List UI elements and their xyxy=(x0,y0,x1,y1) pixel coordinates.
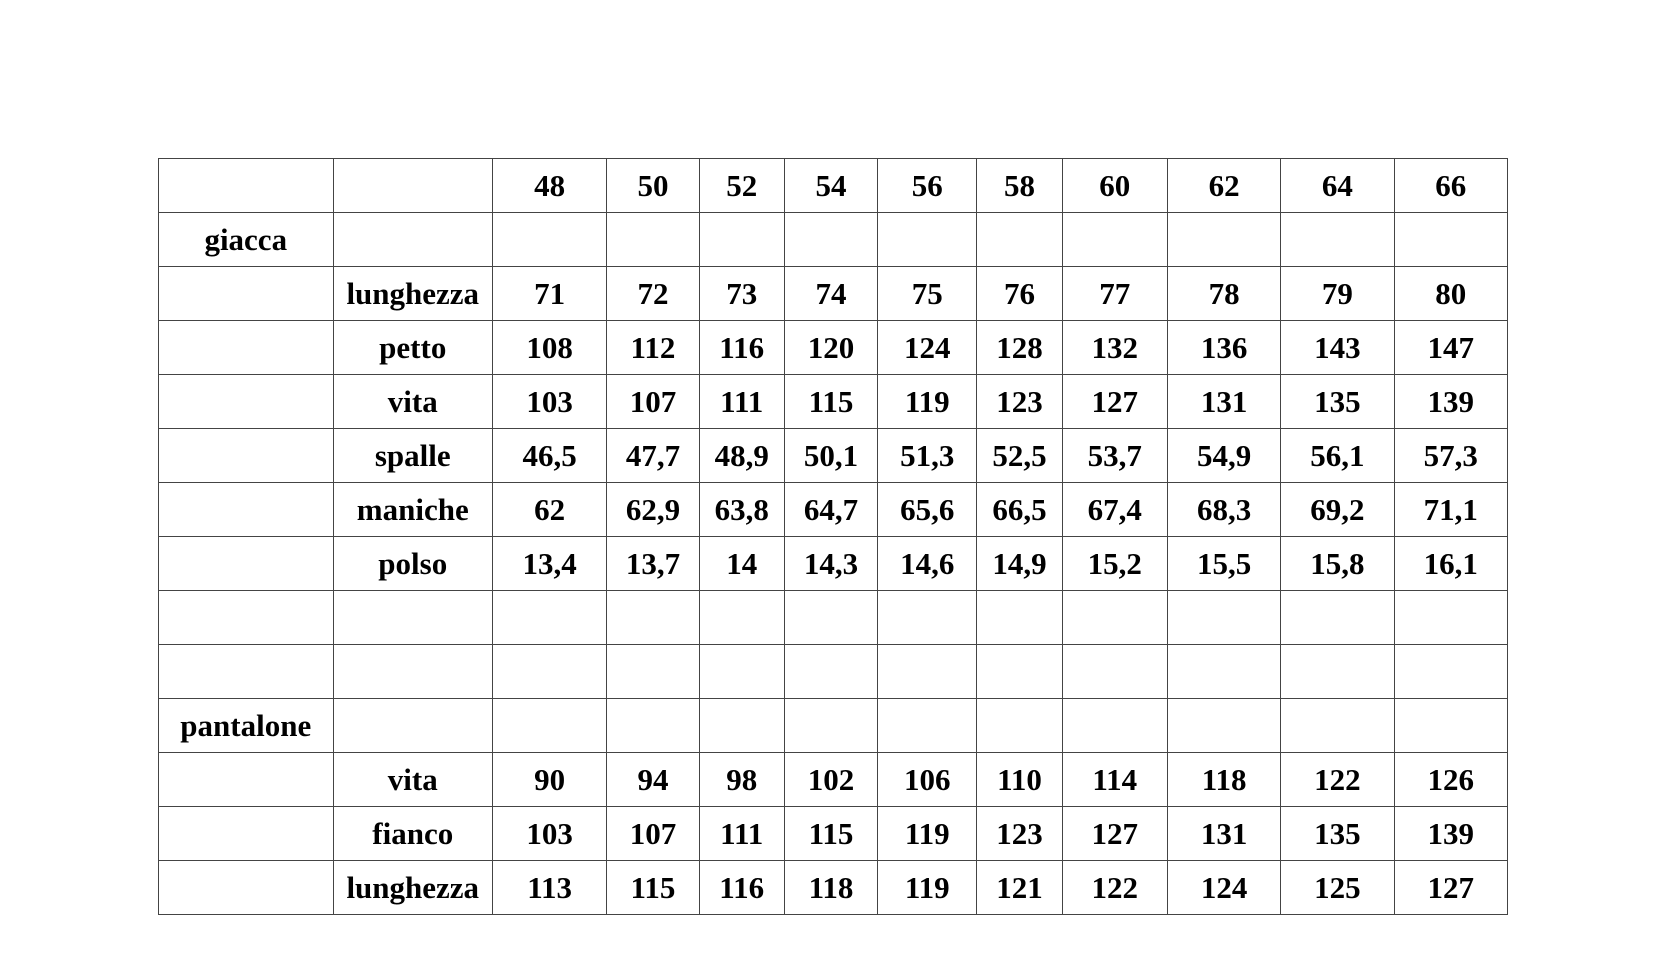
value-cell xyxy=(977,591,1062,645)
value-cell: 77 xyxy=(1062,267,1167,321)
value-cell xyxy=(607,591,699,645)
value-cell: 14,3 xyxy=(784,537,877,591)
value-cell: 120 xyxy=(784,321,877,375)
table-row xyxy=(159,213,1508,267)
value-cell xyxy=(699,591,784,645)
value-cell: 53,7 xyxy=(1062,429,1167,483)
value-cell: 79 xyxy=(1281,267,1394,321)
value-cell: 121 xyxy=(977,861,1062,915)
value-cell: 64,7 xyxy=(784,483,877,537)
value-cell: 56,1 xyxy=(1281,429,1394,483)
measurement-label-cell: maniche xyxy=(333,483,492,537)
value-cell: 57,3 xyxy=(1394,429,1507,483)
value-cell: 135 xyxy=(1281,375,1394,429)
value-cell: 131 xyxy=(1167,375,1280,429)
value-cell: 125 xyxy=(1281,861,1394,915)
value-cell: 52,5 xyxy=(977,429,1062,483)
size-header-cell: 48 xyxy=(492,159,606,213)
section-label-cell xyxy=(159,537,334,591)
value-cell xyxy=(977,645,1062,699)
value-cell: 90 xyxy=(492,753,606,807)
value-cell xyxy=(607,699,699,753)
table-row xyxy=(159,267,1508,321)
value-cell xyxy=(878,699,977,753)
measurement-label-cell: spalle xyxy=(333,429,492,483)
value-cell xyxy=(784,699,877,753)
value-cell: 122 xyxy=(1062,861,1167,915)
size-header-cell: 58 xyxy=(977,159,1062,213)
measurement-label-cell: polso xyxy=(333,537,492,591)
section-label-cell xyxy=(159,267,334,321)
table-row xyxy=(159,537,1508,591)
value-cell: 147 xyxy=(1394,321,1507,375)
value-cell: 113 xyxy=(492,861,606,915)
value-cell: 65,6 xyxy=(878,483,977,537)
value-cell: 139 xyxy=(1394,807,1507,861)
section-label-cell xyxy=(159,645,334,699)
value-cell: 132 xyxy=(1062,321,1167,375)
measurement-label-cell xyxy=(333,213,492,267)
value-cell: 76 xyxy=(977,267,1062,321)
value-cell: 119 xyxy=(878,807,977,861)
section-label-cell xyxy=(159,375,334,429)
measurement-label-cell: vita xyxy=(333,375,492,429)
value-cell: 106 xyxy=(878,753,977,807)
value-cell xyxy=(784,591,877,645)
value-cell: 51,3 xyxy=(878,429,977,483)
value-cell: 68,3 xyxy=(1167,483,1280,537)
value-cell: 98 xyxy=(699,753,784,807)
measurement-label-cell xyxy=(333,591,492,645)
value-cell xyxy=(1394,591,1507,645)
value-cell: 118 xyxy=(784,861,877,915)
value-cell xyxy=(878,645,977,699)
value-cell: 14,9 xyxy=(977,537,1062,591)
section-label-cell xyxy=(159,429,334,483)
value-cell xyxy=(1167,213,1280,267)
size-header-cell: 60 xyxy=(1062,159,1167,213)
value-cell: 63,8 xyxy=(699,483,784,537)
value-cell xyxy=(1281,699,1394,753)
value-cell xyxy=(1281,591,1394,645)
value-cell: 128 xyxy=(977,321,1062,375)
value-cell xyxy=(784,645,877,699)
value-cell: 66,5 xyxy=(977,483,1062,537)
size-header-cell: 64 xyxy=(1281,159,1394,213)
value-cell xyxy=(492,213,606,267)
value-cell: 115 xyxy=(784,807,877,861)
value-cell xyxy=(1062,699,1167,753)
value-cell: 124 xyxy=(878,321,977,375)
measurement-label-cell xyxy=(333,645,492,699)
value-cell: 72 xyxy=(607,267,699,321)
value-cell xyxy=(1062,213,1167,267)
value-cell: 127 xyxy=(1062,375,1167,429)
value-cell xyxy=(699,645,784,699)
size-header-cell: 62 xyxy=(1167,159,1280,213)
table-row xyxy=(159,321,1508,375)
table-row xyxy=(159,483,1508,537)
value-cell xyxy=(1062,591,1167,645)
value-cell xyxy=(699,213,784,267)
value-cell: 71 xyxy=(492,267,606,321)
value-cell: 111 xyxy=(699,375,784,429)
value-cell: 80 xyxy=(1394,267,1507,321)
value-cell: 78 xyxy=(1167,267,1280,321)
value-cell: 74 xyxy=(784,267,877,321)
size-header-row xyxy=(159,159,1508,213)
value-cell: 94 xyxy=(607,753,699,807)
table-row xyxy=(159,375,1508,429)
value-cell xyxy=(607,645,699,699)
value-cell: 127 xyxy=(1062,807,1167,861)
value-cell: 110 xyxy=(977,753,1062,807)
value-cell: 15,5 xyxy=(1167,537,1280,591)
value-cell xyxy=(1394,213,1507,267)
value-cell: 15,8 xyxy=(1281,537,1394,591)
section-label-cell xyxy=(159,591,334,645)
value-cell: 111 xyxy=(699,807,784,861)
value-cell: 14 xyxy=(699,537,784,591)
measurement-label-cell: vita xyxy=(333,753,492,807)
value-cell: 102 xyxy=(784,753,877,807)
value-cell: 135 xyxy=(1281,807,1394,861)
value-cell xyxy=(1394,645,1507,699)
measurement-label-cell: fianco xyxy=(333,807,492,861)
size-header-cell: 54 xyxy=(784,159,877,213)
value-cell: 15,2 xyxy=(1062,537,1167,591)
value-cell xyxy=(878,213,977,267)
value-cell: 67,4 xyxy=(1062,483,1167,537)
value-cell xyxy=(1394,699,1507,753)
value-cell: 127 xyxy=(1394,861,1507,915)
value-cell xyxy=(1167,591,1280,645)
value-cell xyxy=(492,591,606,645)
size-header-cell: 50 xyxy=(607,159,699,213)
value-cell: 69,2 xyxy=(1281,483,1394,537)
value-cell: 13,4 xyxy=(492,537,606,591)
measurement-label-cell: lunghezza xyxy=(333,861,492,915)
measurement-label-cell: lunghezza xyxy=(333,267,492,321)
value-cell xyxy=(977,699,1062,753)
value-cell xyxy=(492,645,606,699)
section-label-cell: giacca xyxy=(159,213,334,267)
table-row xyxy=(159,645,1508,699)
section-label-cell xyxy=(159,483,334,537)
value-cell xyxy=(1167,699,1280,753)
value-cell: 13,7 xyxy=(607,537,699,591)
measurement-label-cell xyxy=(333,699,492,753)
value-cell: 115 xyxy=(607,861,699,915)
value-cell: 50,1 xyxy=(784,429,877,483)
value-cell: 71,1 xyxy=(1394,483,1507,537)
value-cell: 62,9 xyxy=(607,483,699,537)
value-cell: 116 xyxy=(699,321,784,375)
value-cell xyxy=(1062,645,1167,699)
value-cell xyxy=(1167,645,1280,699)
table-row xyxy=(159,807,1508,861)
value-cell: 107 xyxy=(607,807,699,861)
value-cell: 123 xyxy=(977,807,1062,861)
header-empty-cell xyxy=(333,159,492,213)
value-cell: 122 xyxy=(1281,753,1394,807)
table-body xyxy=(159,159,1508,915)
value-cell xyxy=(1281,213,1394,267)
value-cell: 119 xyxy=(878,375,977,429)
value-cell: 14,6 xyxy=(878,537,977,591)
value-cell: 123 xyxy=(977,375,1062,429)
value-cell: 47,7 xyxy=(607,429,699,483)
value-cell: 139 xyxy=(1394,375,1507,429)
value-cell: 119 xyxy=(878,861,977,915)
value-cell: 48,9 xyxy=(699,429,784,483)
value-cell: 108 xyxy=(492,321,606,375)
value-cell xyxy=(977,213,1062,267)
table-row xyxy=(159,699,1508,753)
value-cell: 62 xyxy=(492,483,606,537)
value-cell: 75 xyxy=(878,267,977,321)
value-cell xyxy=(607,213,699,267)
value-cell: 103 xyxy=(492,807,606,861)
table-row xyxy=(159,861,1508,915)
section-label-cell xyxy=(159,753,334,807)
section-label-cell xyxy=(159,861,334,915)
value-cell: 54,9 xyxy=(1167,429,1280,483)
value-cell: 131 xyxy=(1167,807,1280,861)
section-label-cell xyxy=(159,321,334,375)
section-label-cell xyxy=(159,807,334,861)
value-cell xyxy=(784,213,877,267)
table-row xyxy=(159,591,1508,645)
value-cell: 136 xyxy=(1167,321,1280,375)
size-header-cell: 66 xyxy=(1394,159,1507,213)
section-label-cell: pantalone xyxy=(159,699,334,753)
value-cell: 46,5 xyxy=(492,429,606,483)
value-cell: 124 xyxy=(1167,861,1280,915)
value-cell: 118 xyxy=(1167,753,1280,807)
value-cell xyxy=(878,591,977,645)
measurement-label-cell: petto xyxy=(333,321,492,375)
value-cell xyxy=(699,699,784,753)
size-header-cell: 56 xyxy=(878,159,977,213)
value-cell xyxy=(492,699,606,753)
value-cell: 114 xyxy=(1062,753,1167,807)
value-cell: 126 xyxy=(1394,753,1507,807)
value-cell: 116 xyxy=(699,861,784,915)
value-cell: 112 xyxy=(607,321,699,375)
value-cell: 115 xyxy=(784,375,877,429)
size-header-cell: 52 xyxy=(699,159,784,213)
value-cell: 73 xyxy=(699,267,784,321)
table-row xyxy=(159,429,1508,483)
size-chart-table xyxy=(158,158,1508,915)
value-cell: 16,1 xyxy=(1394,537,1507,591)
table-row xyxy=(159,753,1508,807)
value-cell xyxy=(1281,645,1394,699)
value-cell: 107 xyxy=(607,375,699,429)
value-cell: 143 xyxy=(1281,321,1394,375)
header-empty-cell xyxy=(159,159,334,213)
value-cell: 103 xyxy=(492,375,606,429)
